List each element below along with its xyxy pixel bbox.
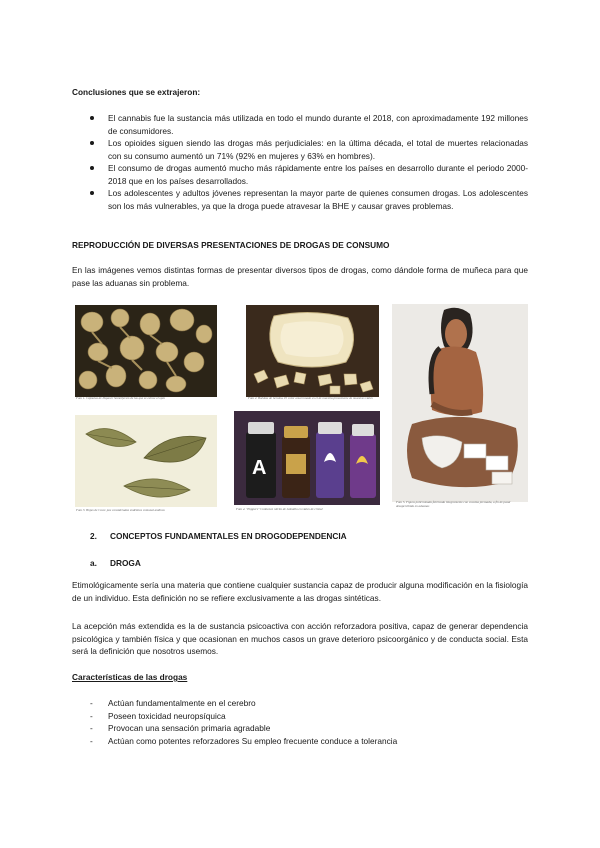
list-item-text: Los adolescentes y adultos jóvenes representan la mayor parte de quienes consumen drogas. Los adolescentes son los más vulnerables, ya que la droga puede atravesar la BHE y causar graves problemas. xyxy=(108,188,528,211)
poppy-capsules-image xyxy=(72,304,220,401)
list-item-text: El consumo de drogas aumentó mucho más rápidamente entre los países en desarrollo durante el periodo 2000-2018 que en los países desarrollados. xyxy=(108,163,528,186)
subsection-letter: a. xyxy=(90,558,97,568)
photo-caption: Foto 1. Cápsulas de Papaver Somniferum de las que se extrae el opio xyxy=(76,396,165,400)
conclusions-list xyxy=(90,112,528,212)
bullet-icon xyxy=(90,191,94,195)
characteristics-list xyxy=(90,697,510,747)
characteristics-heading: Características de las drogas xyxy=(72,672,188,682)
photo-caption: Foto 5. Figura policromada fabricada íntegramente con cocaína prensada, a fin de pasar desapercibida en aduanas xyxy=(396,500,511,508)
list-item-text: Poseen toxicidad neuropsíquica xyxy=(108,710,226,721)
heroin-bags-image xyxy=(244,304,381,401)
dash-marker: - xyxy=(90,735,93,746)
coca-leaves-image xyxy=(72,414,220,514)
reproduction-heading: REPRODUCCIÓN DE DIVERSAS PRESENTACIONES DE DROGAS DE CONSUMO xyxy=(72,240,390,250)
section-title: CONCEPTOS FUNDAMENTALES EN DROGODEPENDENCIA xyxy=(110,531,347,541)
bullet-icon xyxy=(90,166,94,170)
photo-cocaine-figure xyxy=(392,304,528,514)
photo-poppy-capsules xyxy=(72,304,220,401)
list-item-text: Actúan fundamentalmente en el cerebro xyxy=(108,698,256,708)
reproduction-text: En las imágenes vemos distintas formas de presentar diversos tipos de drogas, como dándole forma de muñeca para que pase las aduanas sin problema. xyxy=(72,265,528,288)
subsection-title: DROGA xyxy=(110,558,141,568)
list-item xyxy=(90,162,528,187)
list-item xyxy=(90,112,528,137)
list-item xyxy=(90,187,528,212)
section-number: 2. xyxy=(90,531,97,541)
bullet-icon xyxy=(90,116,94,120)
list-item xyxy=(90,697,510,710)
conclusions-heading: Conclusiones que se extrajeron: xyxy=(72,87,201,97)
paragraph-acepcion: La acepción más extendida es la de sustancia psicoactiva con acción reforzadora positiva, capaz de generar dependencia psicológica y también física y que ocasionan en muchos casos un grave deterioro psicoorgánico y de conducta social. Esta será la definición que nosotros usemos. xyxy=(72,621,528,656)
paragraph-etimologia: Etimológicamente sería una materia que contiene cualquier sustancia capaz de producir alguna modificación en la fisiología de un individuo. Esta definición no se refiere exclusivamente a las drogas sintéticas. xyxy=(72,580,528,603)
dash-marker: - xyxy=(90,698,93,708)
list-item xyxy=(90,735,510,748)
list-item xyxy=(90,137,528,162)
list-item-text: Los opioides siguen siendo las drogas más perjudiciales: en la última década, el total de muertes relacionadas con su consumo aumentó un 71% (92% en mujeres y 63% en hombres). xyxy=(108,138,528,161)
poppers-image xyxy=(232,410,382,514)
list-item-text: El cannabis fue la sustancia más utilizada en todo el mundo durante el 2018, con aproximadamente 192 millones de consumidores. xyxy=(108,113,528,136)
list-item xyxy=(90,722,510,735)
list-item-text: Provocan una sensación primaria agradable xyxy=(108,723,271,733)
cocaine-figure-image xyxy=(392,304,528,514)
bullet-icon xyxy=(90,141,94,145)
list-item-text: Actúan como potentes reforzadores Su empleo frecuente conduce a tolerancia xyxy=(108,735,398,746)
photo-caption: Foto 4. "Poppers" Contienen nitrito de isobutilo en viales de cristal xyxy=(236,507,323,511)
photo-heroin-bags xyxy=(244,304,381,401)
dash-marker: - xyxy=(90,710,93,721)
photo-caption: Foto 2. Bolsitas de heroína. El color amarronado es el de muestra proveniente de muestras viales xyxy=(248,396,373,400)
svg-text:A: A xyxy=(252,457,267,479)
list-item xyxy=(90,710,510,723)
photo-coca-leaves xyxy=(72,414,220,514)
photo-caption: Foto 3. Hojas de Coca: pos consideradas endémica comunal andinos xyxy=(76,508,165,512)
dash-marker: - xyxy=(90,723,93,733)
photo-poppers xyxy=(232,410,382,514)
